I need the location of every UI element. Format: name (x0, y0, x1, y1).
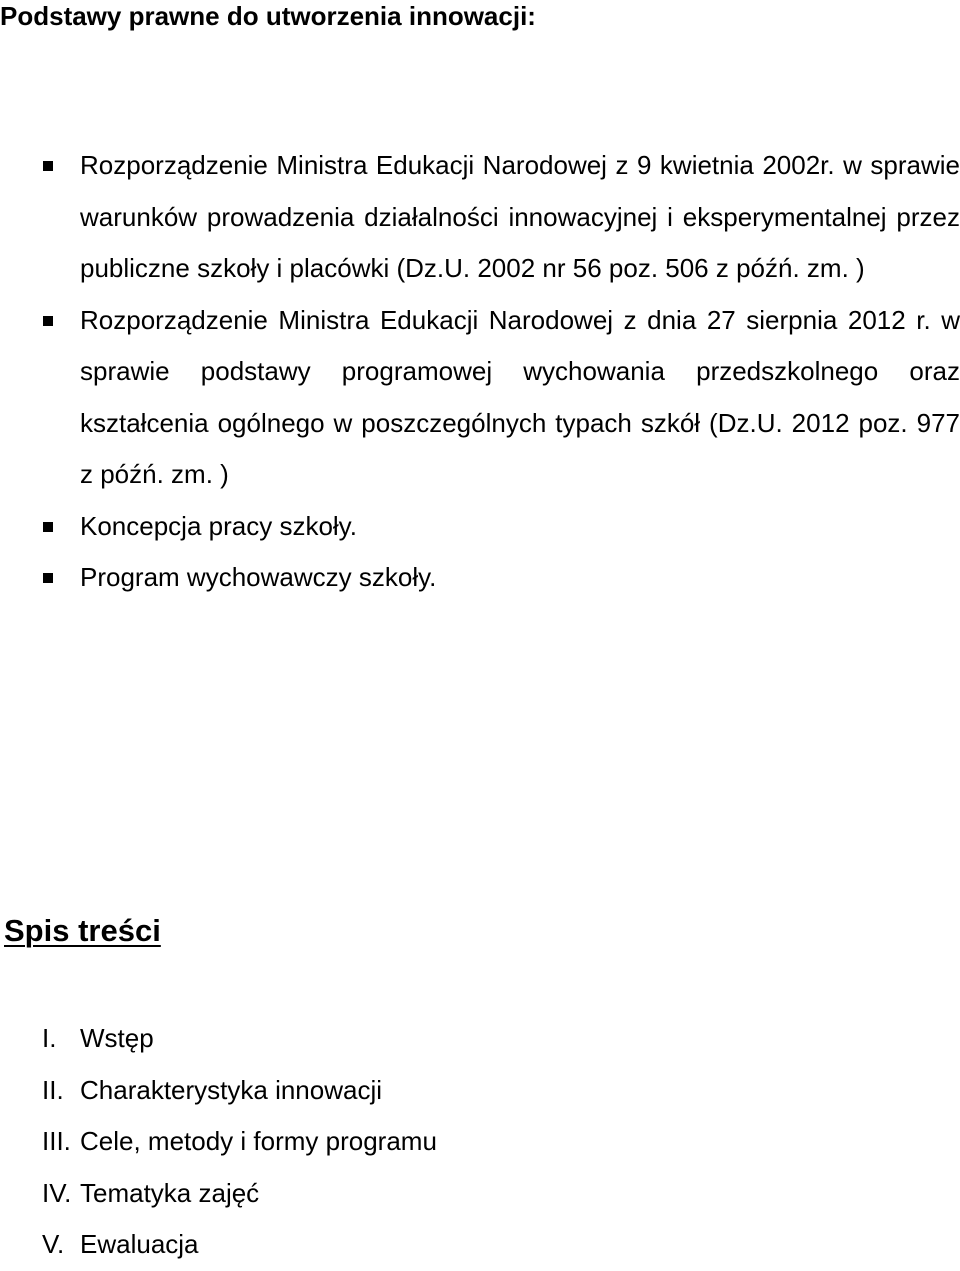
legal-basis-list (0, 140, 960, 604)
list-item-text: Rozporządzenie Ministra Edukacji Narodowej z dnia 27 sierpnia 2012 r. w sprawie podstawy programowej wychowania przedszkolnego oraz kształcenia ogólnego w poszczególnych typach szkół (Dz.U. 2012 poz. 977 z późń. zm. ) (80, 304, 960, 489)
page-heading: Podstawy prawne do utworzenia innowacji: (0, 1, 536, 31)
square-bullet-icon (43, 161, 53, 171)
toc-item-number: V. (42, 1229, 65, 1259)
square-bullet-icon (43, 316, 53, 326)
toc-item-number: III. (42, 1126, 71, 1156)
toc-item-number: I. (42, 1023, 57, 1053)
list-item-text: Koncepcja pracy szkoły. (80, 510, 357, 541)
list-item-text: Program wychowawczy szkoły. (80, 562, 437, 592)
square-bullet-icon (43, 522, 53, 532)
toc-item-label: Cele, metody i formy programu (80, 1126, 437, 1156)
toc-title: Spis treści (4, 913, 161, 948)
square-bullet-icon (43, 573, 53, 583)
toc-item-label: Ewaluacja (80, 1229, 199, 1259)
list-item (0, 140, 960, 295)
toc-item-number: IV. (42, 1177, 72, 1208)
list-item (0, 501, 960, 553)
list-item (0, 295, 960, 501)
list-item-text: Rozporządzenie Ministra Edukacji Narodowej z 9 kwietnia 2002r. w sprawie warunków prowadzenia działalności innowacyjnej i eksperymentalnej przez publiczne szkoły i placówki (Dz.U. 2002 nr 56 poz. 506 z późń. zm. ) (80, 150, 960, 283)
toc-item-number: II. (42, 1074, 64, 1105)
toc-item-label: Tematyka zajęć (80, 1177, 260, 1208)
toc-item-label: Wstęp (80, 1023, 154, 1053)
toc-item-label: Charakterystyka innowacji (80, 1074, 383, 1105)
list-item (0, 552, 960, 604)
